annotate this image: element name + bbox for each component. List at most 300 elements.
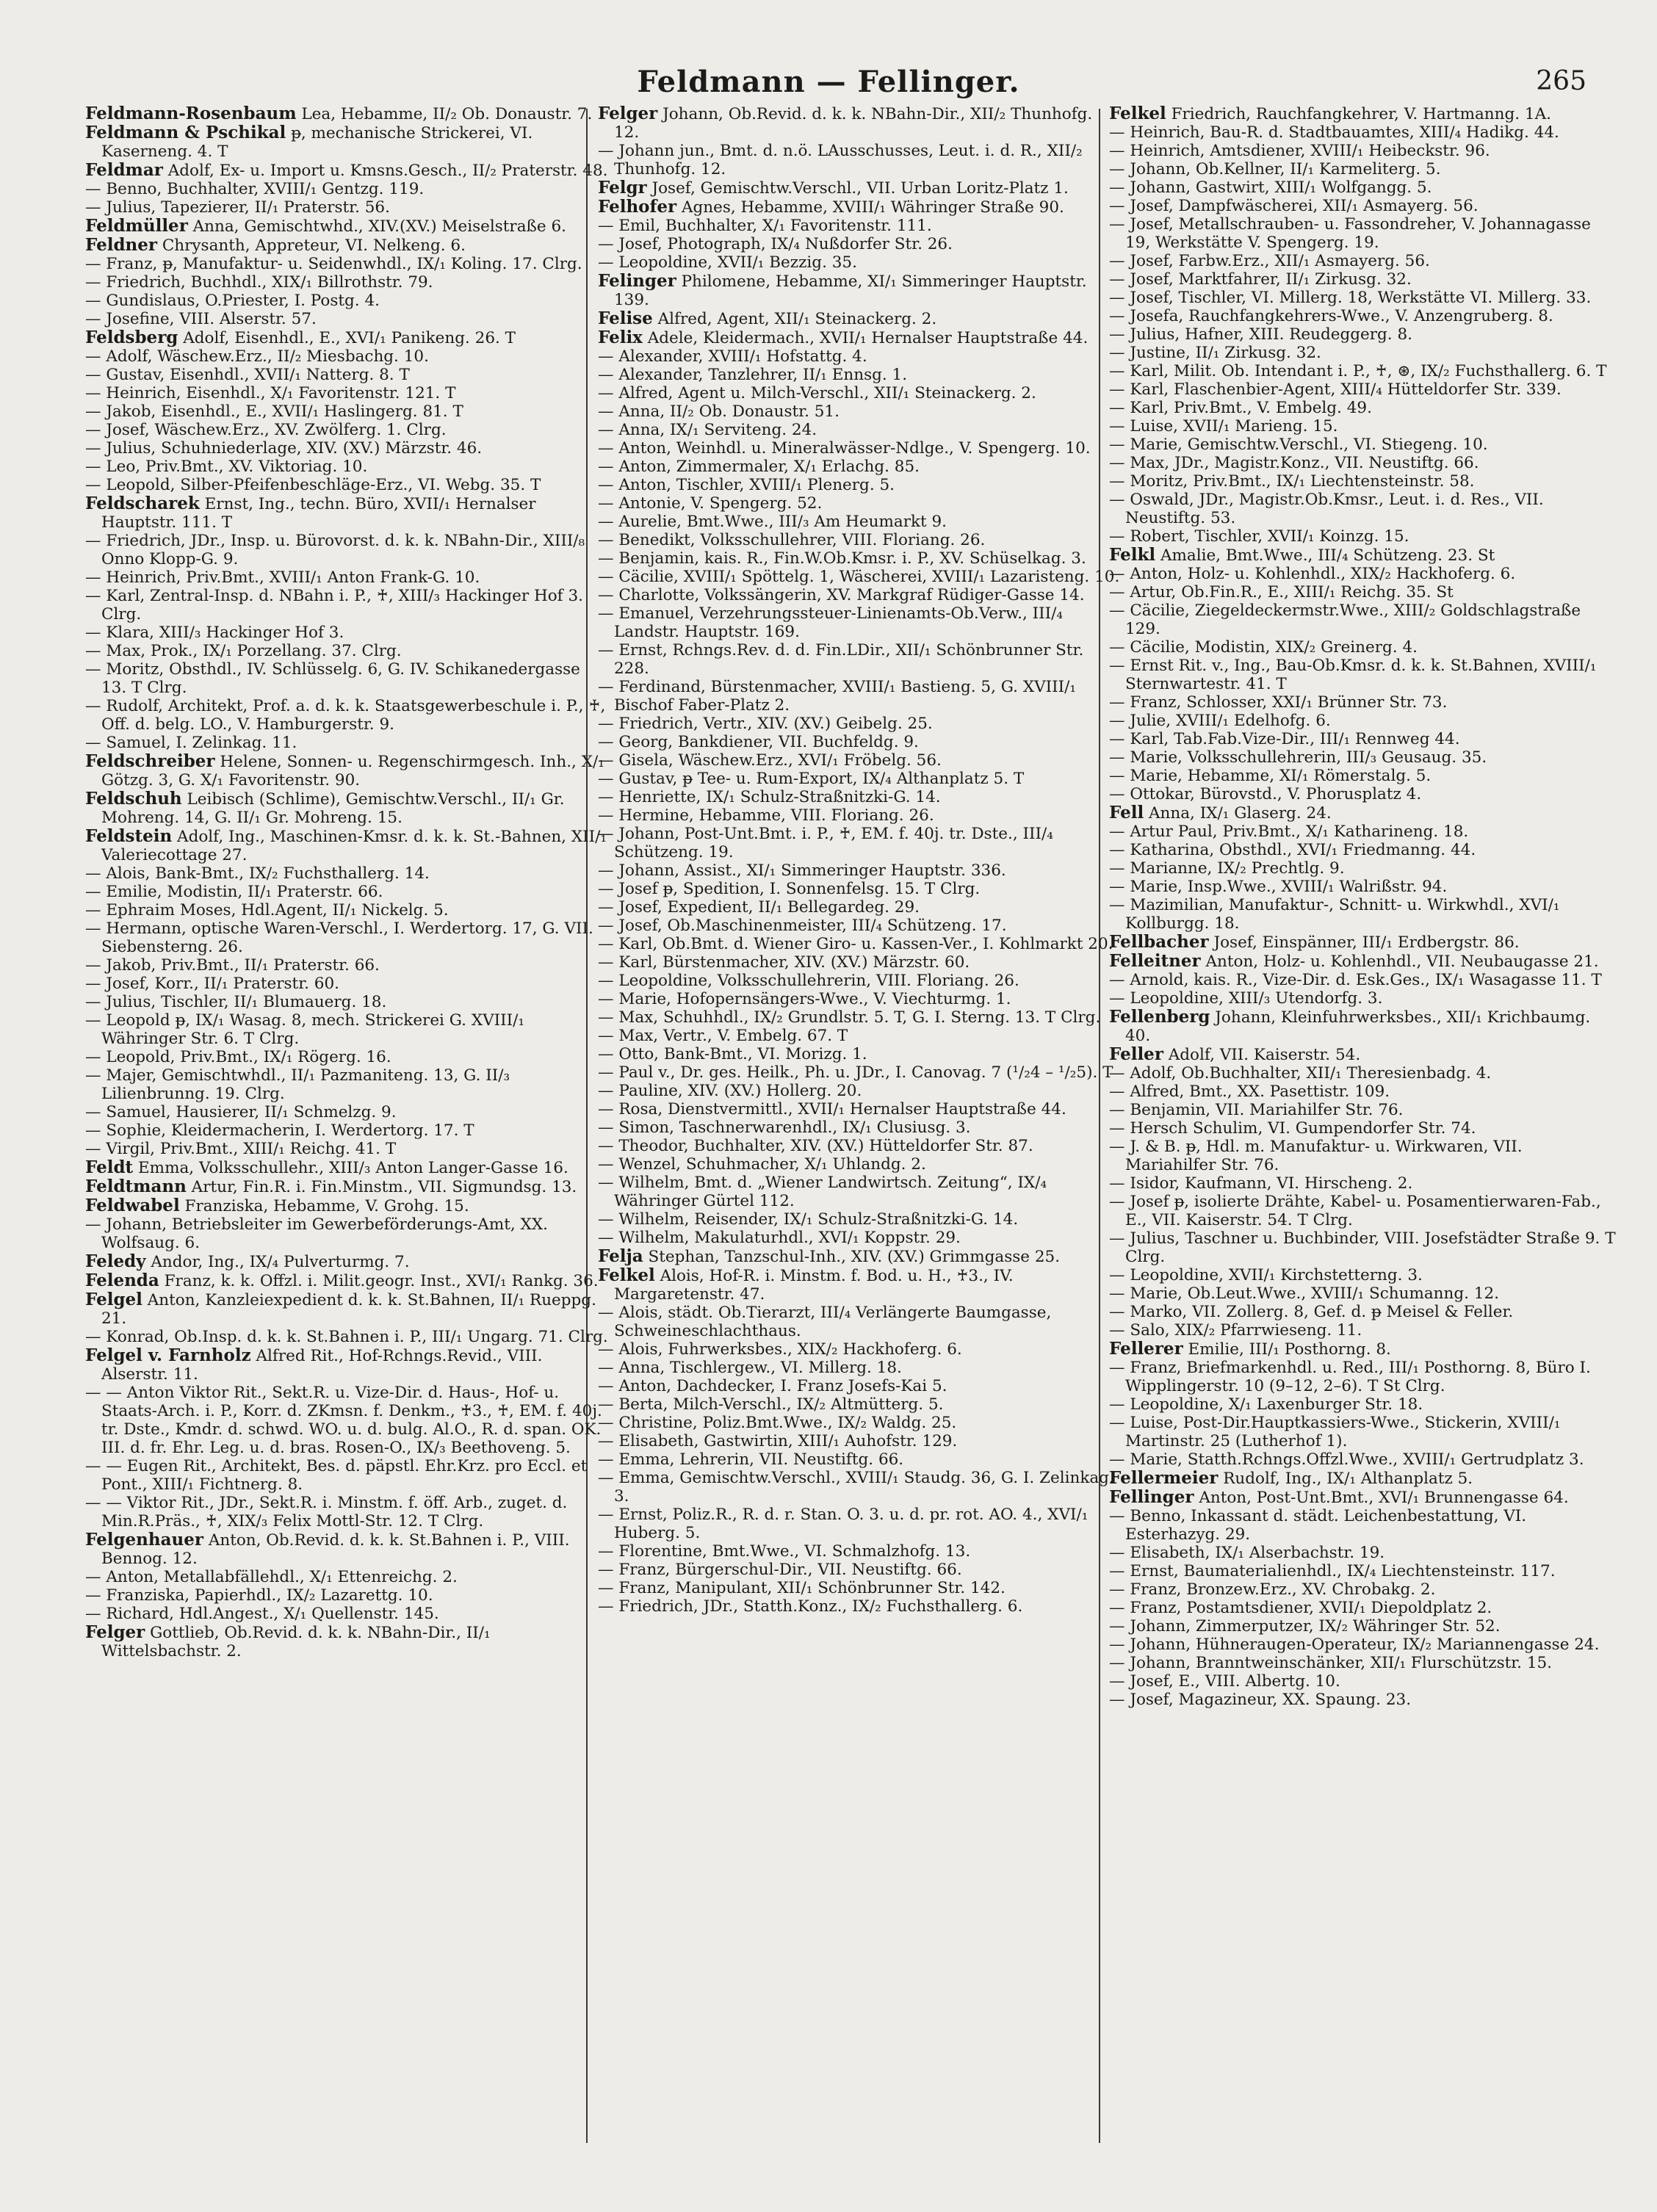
entry-text: — Marianne, IX/₂ Prechtlg. 9. xyxy=(1109,859,1345,878)
entry-text: — Karl, Priv.Bmt., V. Embelg. 49. xyxy=(1109,399,1372,417)
entry-text: — Karl, Tab.Fab.Vize-Dir., III/₁ Rennweg 44. xyxy=(1109,730,1460,748)
directory-entry xyxy=(598,568,1121,586)
entry-headword: Fell xyxy=(1109,803,1144,823)
entry-text: ᵽ, mechanische Strickerei, VI. Kaserneng. 4. T xyxy=(101,124,533,161)
entry-headword: Felkel xyxy=(1109,104,1166,123)
directory-entry xyxy=(85,1586,608,1605)
entry-text: — Georg, Bankdiener, VII. Buchfeldg. 9. xyxy=(598,733,919,751)
directory-entry xyxy=(85,1494,608,1530)
entry-text: — Elisabeth, Gastwirtin, XIII/₁ Auhofstr. 129. xyxy=(598,1432,958,1450)
entry-text: — — Anton Viktor Rit., Sekt.R. u. Vize-Dir. d. Haus-, Hof- u. Staats-Arch. i. P., Korr. d. ZKmsn. f. Denkm., ♰3., ♰, EM. f. 40j. tr. Dste., Kmdr. d. schwd. WO. u. d. bulg. Al.O., R. d. span. OK. III. d. fr. Ehr. Leg. u. d. bras. Rosen-O., IX/₃ Beethoveng. 5. xyxy=(85,1384,602,1457)
entry-text: — Rudolf, Architekt, Prof. a. d. k. k. Staatsgewerbeschule i. P., ♰, Off. d. belg. LO., V. Hamburgerstr. 9. xyxy=(85,697,606,734)
entry-text: — Otto, Bank-Bmt., VI. Morizg. 1. xyxy=(598,1045,867,1063)
entry-text: — J. & B. ᵽ, Hdl. m. Manufaktur- u. Wirkwaren, VII. Mariahilfer Str. 76. xyxy=(1109,1138,1523,1174)
directory-entry xyxy=(598,1542,1121,1561)
entry-text: — Pauline, XIV. (XV.) Hollerg. 20. xyxy=(598,1082,862,1100)
entry-text: — Josef, Photograph, IX/₄ Nußdorfer Str. 26. xyxy=(598,235,953,253)
entry-text: — Max, Vertr., V. Embelg. 67. T xyxy=(598,1027,848,1045)
entry-headword: Felhofer xyxy=(598,197,677,217)
entry-text: Johann, Ob.Revid. d. k. k. NBahn-Dir., XII/₂ Thunhofg. 12. xyxy=(614,105,1093,142)
directory-entry xyxy=(1109,1617,1616,1635)
directory-entry xyxy=(598,328,1121,347)
entry-text: — Friedrich, JDr., Statth.Konz., IX/₂ Fuchsthallerg. 6. xyxy=(598,1597,1023,1616)
directory-entry xyxy=(598,1432,1121,1450)
entry-text: Anton, Post-Unt.Bmt., XVI/₁ Brunnengasse 64. xyxy=(1194,1489,1569,1507)
entry-text: — Karl, Milit. Ob. Intendant i. P., ♰, ⊛, IX/₂ Fuchsthallerg. 6. T xyxy=(1109,362,1607,380)
entry-text: — Arnold, kais. R., Vize-Dir. d. Esk.Ges., IX/₁ Wasagasse 11. T xyxy=(1109,971,1602,989)
directory-entry xyxy=(598,1063,1121,1082)
entry-text: — — Eugen Rit., Architekt, Bes. d. päpstl. Ehr.Krz. pro Eccl. et Pont., XIII/₁ Fichtnerg. 8. xyxy=(85,1457,588,1494)
directory-entry xyxy=(598,1045,1121,1063)
entry-text: — Marie, Volksschullehrerin, III/₃ Geusaug. 35. xyxy=(1109,748,1487,767)
directory-entry xyxy=(85,180,608,198)
entry-text: Franz, k. k. Offzl. i. Milit.geogr. Inst., XVI/₁ Rankg. 36. xyxy=(159,1272,599,1290)
directory-entry xyxy=(85,789,608,827)
directory-entry xyxy=(1109,362,1616,380)
entry-text: — Heinrich, Eisenhdl., X/₁ Favoritenstr. 121. T xyxy=(85,384,456,402)
directory-entry xyxy=(85,236,608,255)
directory-entry xyxy=(85,1066,608,1103)
directory-entry xyxy=(598,513,1121,531)
entry-text: — Julius, Schuhniederlage, XIV. (XV.) Märzstr. 46. xyxy=(85,439,483,458)
entry-text: Anton, Kanzleiexpedient d. k. k. St.Bahnen, II/₁ Rueppg. 21. xyxy=(101,1291,596,1328)
entry-text: Anton, Ob.Revid. d. k. k. St.Bahnen i. P., VIII. Bennog. 12. xyxy=(101,1531,570,1568)
entry-headword: Fellermeier xyxy=(1109,1468,1219,1488)
directory-entry xyxy=(598,898,1121,917)
entry-text: — Leopold ᵽ, IX/₁ Wasag. 8, mech. Strickerei G. XVIII/₁ Währinger Str. 6. T Clrg. xyxy=(85,1011,525,1048)
directory-entry xyxy=(1109,859,1616,878)
directory-entry xyxy=(1109,142,1616,160)
directory-entry xyxy=(85,697,608,734)
directory-entry xyxy=(85,255,608,273)
entry-headword: Feldtmann xyxy=(85,1177,187,1196)
column-3 xyxy=(1109,104,1616,2146)
entry-text: — Moritz, Obsthdl., IV. Schlüsselg. 6, G. IV. Schikanedergasse 13. T Clrg. xyxy=(85,660,580,697)
directory-entry xyxy=(598,715,1121,733)
entry-text: Josef, Einspänner, III/₁ Erdbergstr. 86. xyxy=(1208,933,1520,952)
entry-text: — Alexander, Tanzlehrer, II/₁ Ennsg. 1. xyxy=(598,366,908,384)
directory-entry xyxy=(85,217,608,236)
directory-entry xyxy=(85,1623,608,1660)
entry-headword: Feldmann & Pschikal xyxy=(85,123,286,142)
directory-entry xyxy=(598,1304,1121,1340)
entry-text: — Friedrich, JDr., Insp. u. Bürovorst. d. k. k. NBahn-Dir., XIII/₈ Onno Klopp-G. 9. xyxy=(85,532,585,568)
directory-entry xyxy=(598,217,1121,235)
directory-entry xyxy=(598,494,1121,513)
entry-text: — Cäcilie, Modistin, XIX/₂ Greinerg. 4. xyxy=(1109,638,1418,657)
directory-entry xyxy=(598,880,1121,898)
directory-entry xyxy=(598,733,1121,751)
directory-entry xyxy=(1109,104,1616,123)
directory-entry xyxy=(85,1121,608,1140)
entry-text: Johann, Kleinfuhrwerksbes., XII/₁ Krichbaumg. 40. xyxy=(1125,1008,1591,1045)
entry-text: — Josef, Magazineur, XX. Spaung. 23. xyxy=(1109,1691,1412,1709)
entry-text: — Anton, Weinhdl. u. Mineralwässer-Ndlge., V. Spengerg. 10. xyxy=(598,439,1091,458)
entry-text: — Luise, XVII/₁ Marieng. 15. xyxy=(1109,417,1338,435)
entry-text: — Ernst, Baumaterialienhdl., IX/₄ Liechtensteinstr. 117. xyxy=(1109,1562,1556,1580)
directory-entry xyxy=(598,531,1121,549)
directory-entry xyxy=(1109,1101,1616,1119)
entry-text: — Mazimilian, Manufaktur-, Schnitt- u. Wirkwhdl., XVI/₁ Kollburgg. 18. xyxy=(1109,896,1560,933)
entry-headword: Fellerer xyxy=(1109,1339,1183,1359)
entry-text: — Adolf, Wäschew.Erz., II/₂ Miesbachg. 10. xyxy=(85,347,429,366)
entry-text: — Josef, Tischler, VI. Millerg. 18, Werkstätte VI. Millerg. 33. xyxy=(1109,289,1592,307)
entry-text: — Leopoldine, Volksschullehrerin, VIII. Floriang. 26. xyxy=(598,972,1019,990)
entry-text: — Anton, Holz- u. Kohlenhdl., XIX/₂ Hackhoferg. 6. xyxy=(1109,565,1516,583)
entry-text: Adele, Kleidermach., XVII/₁ Hernalser Hauptstraße 44. xyxy=(642,329,1089,347)
entry-text: — Karl, Flaschenbier-Agent, XIII/₄ Hütteldorfer Str. 339. xyxy=(1109,380,1562,399)
entry-text: — Franz, Postamtsdiener, XVII/₁ Diepoldplatz 2. xyxy=(1109,1599,1492,1617)
directory-entry xyxy=(598,990,1121,1008)
entry-text: — Aurelie, Bmt.Wwe., III/₃ Am Heumarkt 9. xyxy=(598,513,947,531)
directory-entry xyxy=(85,1346,608,1384)
entry-text: — Johann, Post-Unt.Bmt. i. P., ♰, EM. f. 40j. tr. Dste., III/₄ Schützeng. 19. xyxy=(598,825,1053,861)
entry-text: — Elisabeth, IX/₁ Alserbachstr. 19. xyxy=(1109,1544,1385,1562)
entry-text: — Theodor, Buchhalter, XIV. (XV.) Hütteldorfer Str. 87. xyxy=(598,1137,1033,1155)
entry-headword: Feldscharek xyxy=(85,494,200,513)
entry-text: — Heinrich, Priv.Bmt., XVIII/₁ Anton Frank-G. 10. xyxy=(85,568,480,587)
entry-text: — Alfred, Bmt., XX. Pasettistr. 109. xyxy=(1109,1082,1390,1101)
directory-entry xyxy=(598,604,1121,641)
entry-headword: Felise xyxy=(598,308,653,328)
entry-text: — Richard, Hdl.Angest., X/₁ Quellenstr. 145. xyxy=(85,1605,439,1623)
entry-text: — Friedrich, Vertr., XIV. (XV.) Geibelg. 25. xyxy=(598,715,933,733)
directory-entry xyxy=(1109,252,1616,270)
directory-entry xyxy=(598,104,1121,142)
directory-entry xyxy=(1109,1193,1616,1229)
entry-text: — Christine, Poliz.Bmt.Wwe., IX/₂ Waldg. 25. xyxy=(598,1414,957,1432)
entry-text: Emma, Volksschullehr., XIII/₃ Anton Langer-Gasse 16. xyxy=(133,1159,568,1177)
entry-text: Anna, Gemischtwhd., XIV.(XV.) Meiselstraße 6. xyxy=(187,217,566,236)
entry-text: — Ernst Rit. v., Ing., Bau-Ob.Kmsr. d. k. k. St.Bahnen, XVIII/₁ Sternwartestr. 41. T xyxy=(1109,657,1597,693)
directory-entry xyxy=(598,1118,1121,1137)
entry-text: — Franz, Schlosser, XXI/₁ Brünner Str. 73. xyxy=(1109,693,1448,712)
entry-headword: Feldmar xyxy=(85,160,163,180)
entry-text: — Berta, Milch-Verschl., IX/₂ Altmütterg. 5. xyxy=(598,1395,944,1414)
directory-entry xyxy=(1109,1691,1616,1709)
directory-entry xyxy=(1109,472,1616,491)
entry-text: Alfred, Agent, XII/₁ Steinackerg. 2. xyxy=(652,310,937,328)
entry-text: — Antonie, V. Spengerg. 52. xyxy=(598,494,823,513)
directory-entry xyxy=(1109,491,1616,527)
entry-text: — Franz, Bronzew.Erz., XV. Chrobakg. 2. xyxy=(1109,1580,1436,1599)
directory-entry xyxy=(1109,1303,1616,1321)
entry-text: Alois, Hof-R. i. Minstm. f. Bod. u. H., ♰3., IV. Margaretenstr. 47. xyxy=(614,1267,1014,1304)
directory-entry xyxy=(598,1340,1121,1359)
directory-entry xyxy=(85,624,608,642)
directory-entry xyxy=(1109,1414,1616,1450)
directory-entry xyxy=(1109,123,1616,142)
entry-text: — Marie, Statth.Rchngs.Offzl.Wwe., XVIII/₁ Gertrudplatz 3. xyxy=(1109,1450,1584,1469)
entry-text: Anton, Holz- u. Kohlenhdl., VII. Neubaugasse 21. xyxy=(1200,953,1599,971)
directory-entry xyxy=(1109,1284,1616,1303)
directory-entry xyxy=(598,1561,1121,1579)
directory-entry xyxy=(598,770,1121,788)
directory-entry xyxy=(1109,1672,1616,1691)
entry-headword: Felgenhauer xyxy=(85,1530,203,1550)
page-header xyxy=(0,65,1657,109)
entry-text: — Leopoldine, XIII/₃ Utendorfg. 3. xyxy=(1109,989,1383,1008)
entry-text: — Benno, Inkassant d. städt. Leichenbestattung, VI. Esterhazyg. 29. xyxy=(1109,1507,1527,1544)
entry-text: Rudolf, Ing., IX/₁ Althanplatz 5. xyxy=(1218,1470,1473,1488)
directory-entry xyxy=(1109,1469,1616,1488)
directory-entry xyxy=(1109,1321,1616,1340)
entry-text: — Franz, ᵽ, Manufaktur- u. Seidenwhdl., IX/₁ Koling. 17. Clrg. xyxy=(85,255,582,273)
column-2 xyxy=(598,104,1121,2146)
directory-entry xyxy=(85,1140,608,1158)
directory-entry xyxy=(1109,1635,1616,1654)
entry-text: — Johann jun., Bmt. d. n.ö. LAusschusses, Leut. i. d. R., XII/₂ Thunhofg. 12. xyxy=(598,142,1083,178)
entry-text: Leibisch (Schlime), Gemischtw.Verschl., II/₁ Gr. Mohreng. 14, G. II/₁ Gr. Mohreng. 15. xyxy=(101,790,565,827)
directory-entry xyxy=(85,366,608,384)
entry-text: — Majer, Gemischtwhdl., II/₁ Pazmaniteng. 13, G. II/₃ Lilienbrunng. 19. Clrg. xyxy=(85,1066,510,1103)
entry-headword: Felger xyxy=(598,104,658,123)
directory-entry xyxy=(1109,160,1616,178)
directory-entry xyxy=(598,917,1121,935)
directory-entry xyxy=(85,734,608,752)
directory-entry xyxy=(1109,971,1616,989)
entry-headword: Feldner xyxy=(85,235,157,255)
directory-entry xyxy=(85,827,608,864)
directory-entry xyxy=(1109,1138,1616,1174)
entry-text: — Gisela, Wäschew.Erz., XVI/₁ Fröbelg. 56. xyxy=(598,751,942,770)
directory-entry xyxy=(85,123,608,161)
directory-entry xyxy=(1109,215,1616,252)
entry-text: — Karl, Ob.Bmt. d. Wiener Giro- u. Kassen-Ver., I. Kohlmarkt 20. xyxy=(598,935,1113,953)
entry-text: — Wilhelm, Reisender, IX/₁ Schulz-Straßnitzki-G. 14. xyxy=(598,1210,1019,1229)
column-1 xyxy=(85,104,608,2146)
entry-text: — Marie, Insp.Wwe., XVIII/₁ Walrißstr. 94. xyxy=(1109,878,1448,896)
entry-text: — Henriette, IX/₁ Schulz-Straßnitzki-G. 14. xyxy=(598,788,941,806)
entry-text: — Benedikt, Volksschullehrer, VIII. Floriang. 26. xyxy=(598,531,986,549)
directory-entry xyxy=(85,660,608,697)
directory-entry xyxy=(1109,325,1616,344)
entry-text: Artur, Fin.R. i. Fin.Minstm., VII. Sigmundsg. 13. xyxy=(186,1178,577,1196)
entry-text: — Julius, Tapezierer, II/₁ Praterstr. 56. xyxy=(85,198,390,217)
directory-entry xyxy=(598,1155,1121,1174)
directory-entry xyxy=(1109,1008,1616,1045)
directory-entry xyxy=(1109,1340,1616,1359)
entry-text: — Samuel, Hausierer, II/₁ Schmelzg. 9. xyxy=(85,1103,397,1121)
directory-entry xyxy=(1109,933,1616,952)
directory-entry xyxy=(85,476,608,494)
directory-entry xyxy=(1109,1064,1616,1082)
entry-text: — Josefa, Rauchfangkehrers-Wwe., V. Anzengruberg. 8. xyxy=(1109,307,1553,325)
entry-text: — — Viktor Rit., JDr., Sekt.R. i. Minstm. f. öff. Arb., zuget. d. Min.R.Präs., ♰, XIX/₃ Felix Mottl-Str. 12. T Clrg. xyxy=(85,1494,568,1530)
page-number: 265 xyxy=(1536,66,1586,96)
entry-text: — Anna, Tischlergew., VI. Millerg. 18. xyxy=(598,1359,902,1377)
directory-entry xyxy=(598,1469,1121,1506)
directory-entry xyxy=(598,384,1121,402)
directory-entry xyxy=(1109,767,1616,785)
entry-headword: Feller xyxy=(1109,1044,1163,1064)
entry-text: — Franz, Manipulant, XII/₁ Schönbrunner Str. 142. xyxy=(598,1579,1006,1597)
entry-text: — Artur Paul, Priv.Bmt., X/₁ Katharineng. 18. xyxy=(1109,823,1469,841)
entry-headword: Feldschreiber xyxy=(85,751,215,771)
directory-entry xyxy=(85,1177,608,1196)
directory-entry xyxy=(1109,1544,1616,1562)
directory-entry xyxy=(1109,1395,1616,1414)
directory-entry xyxy=(598,1229,1121,1247)
directory-entry xyxy=(598,272,1121,309)
directory-entry xyxy=(1109,1229,1616,1266)
entry-text: — Paul v., Dr. ges. Heilk., Ph. u. JDr., I. Canovag. 7 (¹/₂4 – ¹/₂5). T xyxy=(598,1063,1113,1082)
entry-text: — Josef, Ob.Maschinenmeister, III/₄ Schützeng. 17. xyxy=(598,917,1007,935)
entry-text: — Justine, II/₁ Zirkusg. 32. xyxy=(1109,344,1321,362)
directory-entry xyxy=(1109,417,1616,435)
directory-entry xyxy=(1109,1562,1616,1580)
directory-entry xyxy=(85,439,608,458)
directory-entry xyxy=(598,1506,1121,1542)
directory-entry xyxy=(85,421,608,439)
directory-entry xyxy=(1109,1174,1616,1193)
entry-text: — Alexander, XVIII/₁ Hofstattg. 4. xyxy=(598,347,867,366)
entry-text: — Florentine, Bmt.Wwe., VI. Schmalzhofg. 13. xyxy=(598,1542,971,1561)
entry-text: Alfred Rit., Hof-Rchngs.Revid., VIII. Alserstr. 11. xyxy=(101,1347,543,1384)
entry-text: — Leopold, Silber-Pfeifenbeschläge-Erz., VI. Webg. 35. T xyxy=(85,476,541,494)
entry-text: — Franziska, Papierhdl., IX/₂ Lazarettg. 10. xyxy=(85,1586,433,1605)
directory-entry xyxy=(1109,1580,1616,1599)
entry-headword: Felgel xyxy=(85,1290,142,1309)
directory-entry xyxy=(85,1568,608,1586)
entry-text: — Hersch Schulim, VI. Gumpendorfer Str. 74. xyxy=(1109,1119,1476,1138)
directory-entry xyxy=(598,641,1121,678)
directory-entry xyxy=(1109,1599,1616,1617)
entry-headword: Feldstein xyxy=(85,826,173,846)
directory-entry xyxy=(1109,896,1616,933)
entry-text: — Jakob, Eisenhdl., E., XVII/₁ Haslingerg. 81. T xyxy=(85,402,463,421)
entry-text: — Marie, Ob.Leut.Wwe., XVIII/₁ Schumanng. 12. xyxy=(1109,1284,1499,1303)
directory-entry xyxy=(598,421,1121,439)
directory-entry xyxy=(85,1103,608,1121)
entry-headword: Fellenberg xyxy=(1109,1007,1210,1027)
entry-text: — Karl, Bürstenmacher, XIV. (XV.) Märzstr. 60. xyxy=(598,953,970,972)
entry-text: — Artur, Ob.Fin.R., E., XIII/₁ Reichg. 35. St xyxy=(1109,583,1454,601)
directory-entry xyxy=(598,1027,1121,1045)
directory-entry xyxy=(85,1011,608,1048)
entry-text: — Virgil, Priv.Bmt., XIII/₁ Reichg. 41. T xyxy=(85,1140,397,1158)
directory-entry xyxy=(598,751,1121,770)
directory-entry xyxy=(85,1252,608,1271)
entry-text: Emilie, III/₁ Posthorng. 8. xyxy=(1183,1340,1391,1359)
directory-entry xyxy=(598,1414,1121,1432)
entry-headword: Fellbacher xyxy=(1109,932,1209,952)
entry-text: — Benjamin, kais. R., Fin.W.Ob.Kmsr. i. P., XV. Schüselkag. 3. xyxy=(598,549,1086,568)
directory-entry xyxy=(1109,344,1616,362)
entry-text: — Alois, städt. Ob.Tierarzt, III/₄ Verlängerte Baumgasse, Schweineschlachthaus. xyxy=(598,1304,1052,1340)
entry-text: — Friedrich, Buchhdl., XIX/₁ Billrothstr. 79. xyxy=(85,273,433,292)
directory-entry xyxy=(598,1100,1121,1118)
directory-entry xyxy=(598,476,1121,494)
entry-text: — Josef, E., VIII. Albertg. 10. xyxy=(1109,1672,1340,1691)
entry-text: — Emanuel, Verzehrungssteuer-Linienamts-Ob.Verw., III/₄ Landstr. Hauptstr. 169. xyxy=(598,604,1063,641)
directory-entry xyxy=(598,1395,1121,1414)
directory-entry xyxy=(1109,730,1616,748)
entry-text: — Alois, Bank-Bmt., IX/₂ Fuchsthallerg. 14. xyxy=(85,864,430,883)
directory-entry xyxy=(85,752,608,789)
entry-text: — Cäcilie, XVIII/₁ Spöttelg. 1, Wäscherei, XVIII/₁ Lazaristeng. 10. xyxy=(598,568,1120,586)
entry-text: — Julius, Taschner u. Buchbinder, VIII. Josefstädter Straße 9. T Clrg. xyxy=(1109,1229,1616,1266)
directory-entry xyxy=(85,347,608,366)
entry-text: — Ernst, Rchngs.Rev. d. d. Fin.LDir., XII/₁ Schönbrunner Str. 228. xyxy=(598,641,1084,678)
directory-entry xyxy=(598,861,1121,880)
directory-entry xyxy=(1109,289,1616,307)
directory-entry xyxy=(85,1384,608,1457)
entry-headword: Feldt xyxy=(85,1157,134,1177)
directory-entry xyxy=(1109,380,1616,399)
entry-text: — Josef, Metallschrauben- u. Fassondreher, V. Johannagasse 19, Werkstätte V. Spengerg. 19. xyxy=(1109,215,1591,252)
directory-entry xyxy=(85,532,608,568)
directory-entry xyxy=(598,402,1121,421)
entry-text: Andor, Ing., IX/₄ Pulverturmg. 7. xyxy=(145,1253,410,1271)
entry-text: — Leopold, Priv.Bmt., IX/₁ Rögerg. 16. xyxy=(85,1048,391,1066)
directory-entry xyxy=(598,1579,1121,1597)
directory-entry xyxy=(1109,1450,1616,1469)
entry-text: — Alfred, Agent u. Milch-Verschl., XII/₁ Steinackerg. 2. xyxy=(598,384,1036,402)
directory-entry xyxy=(1109,1507,1616,1544)
directory-entry xyxy=(1109,454,1616,472)
directory-entry xyxy=(85,864,608,883)
entry-text: — Johann, Hühneraugen-Operateur, IX/₂ Mariannengasse 24. xyxy=(1109,1635,1600,1654)
entry-text: — Samuel, I. Zelinkag. 11. xyxy=(85,734,297,752)
directory-entry xyxy=(598,235,1121,253)
entry-headword: Fellinger xyxy=(1109,1487,1194,1507)
directory-entry xyxy=(1109,197,1616,215)
directory-entry xyxy=(598,806,1121,825)
entry-headword: Felinger xyxy=(598,271,676,291)
entry-text: — Isidor, Kaufmann, VI. Hirscheng. 2. xyxy=(1109,1174,1413,1193)
entry-text: — Katharina, Obsthdl., XVI/₁ Friedmanng. 44. xyxy=(1109,841,1476,859)
directory-entry xyxy=(1109,1654,1616,1672)
directory-entry xyxy=(1109,565,1616,583)
entry-text: Gottlieb, Ob.Revid. d. k. k. NBahn-Dir., II/₁ Wittelsbachstr. 2. xyxy=(101,1624,491,1660)
directory-entry xyxy=(598,825,1121,861)
entry-text: — Johann, Branntweinschänker, XII/₁ Flurschützstr. 15. xyxy=(1109,1654,1553,1672)
directory-entry xyxy=(1109,546,1616,565)
directory-entry xyxy=(85,956,608,975)
entry-text: — Oswald, JDr., Magistr.Ob.Kmsr., Leut. i. d. Res., VII. Neustiftg. 53. xyxy=(1109,491,1544,527)
directory-entry xyxy=(85,402,608,421)
entry-headword: Feledy xyxy=(85,1251,146,1271)
entry-text: Stephan, Tanzschul-Inh., XIV. (XV.) Grimmgasse 25. xyxy=(643,1248,1061,1266)
entry-headword: Felix xyxy=(598,328,643,347)
entry-text: — Rosa, Dienstvermittl., XVII/₁ Hernalser Hauptstraße 44. xyxy=(598,1100,1066,1118)
entry-text: Adolf, Ex- u. Import u. Kmsns.Gesch., II/₂ Praterstr. 48. xyxy=(162,162,608,180)
entry-text: — Gustav, ᵽ Tee- u. Rum-Export, IX/₄ Althanplatz 5. T xyxy=(598,770,1025,788)
directory-entry xyxy=(85,104,608,123)
entry-headword: Feldmann-Rosenbaum xyxy=(85,104,297,123)
directory-entry xyxy=(1109,823,1616,841)
entry-text: — Charlotte, Volkssängerin, XV. Markgraf Rüdiger-Gasse 14. xyxy=(598,586,1085,604)
entry-text: — Josef, Farbw.Erz., XII/₁ Asmayerg. 56. xyxy=(1109,252,1430,270)
entry-text: — Julius, Hafner, XIII. Reudeggerg. 8. xyxy=(1109,325,1412,344)
entry-text: — Johann, Zimmerputzer, IX/₂ Währinger Str. 52. xyxy=(1109,1617,1501,1635)
directory-entry xyxy=(85,1048,608,1066)
entry-text: — Salo, XIX/₂ Pfarrwieseng. 11. xyxy=(1109,1321,1362,1340)
entry-headword: Felja xyxy=(598,1246,643,1266)
entry-text: — Franz, Bürgerschul-Dir., VII. Neustiftg. 66. xyxy=(598,1561,962,1579)
entry-text: — Adolf, Ob.Buchhalter, XII/₁ Theresienbadg. 4. xyxy=(1109,1064,1492,1082)
entry-text: Adolf, Eisenhdl., E., XVI/₁ Panikeng. 26. T xyxy=(178,329,516,347)
entry-text: Adolf, VII. Kaiserstr. 54. xyxy=(1163,1046,1361,1064)
entry-text: — Anton, Tischler, XVIII/₁ Plenerg. 5. xyxy=(598,476,895,494)
entry-headword: Feldwabel xyxy=(85,1196,180,1215)
entry-text: — Julius, Tischler, II/₁ Blumauerg. 18. xyxy=(85,993,387,1011)
directory-entry xyxy=(1109,989,1616,1008)
entry-text: — Benjamin, VII. Mariahilfer Str. 76. xyxy=(1109,1101,1404,1119)
directory-entry xyxy=(598,142,1121,178)
entry-text: — Klara, XIII/₃ Hackinger Hof 3. xyxy=(85,624,344,642)
